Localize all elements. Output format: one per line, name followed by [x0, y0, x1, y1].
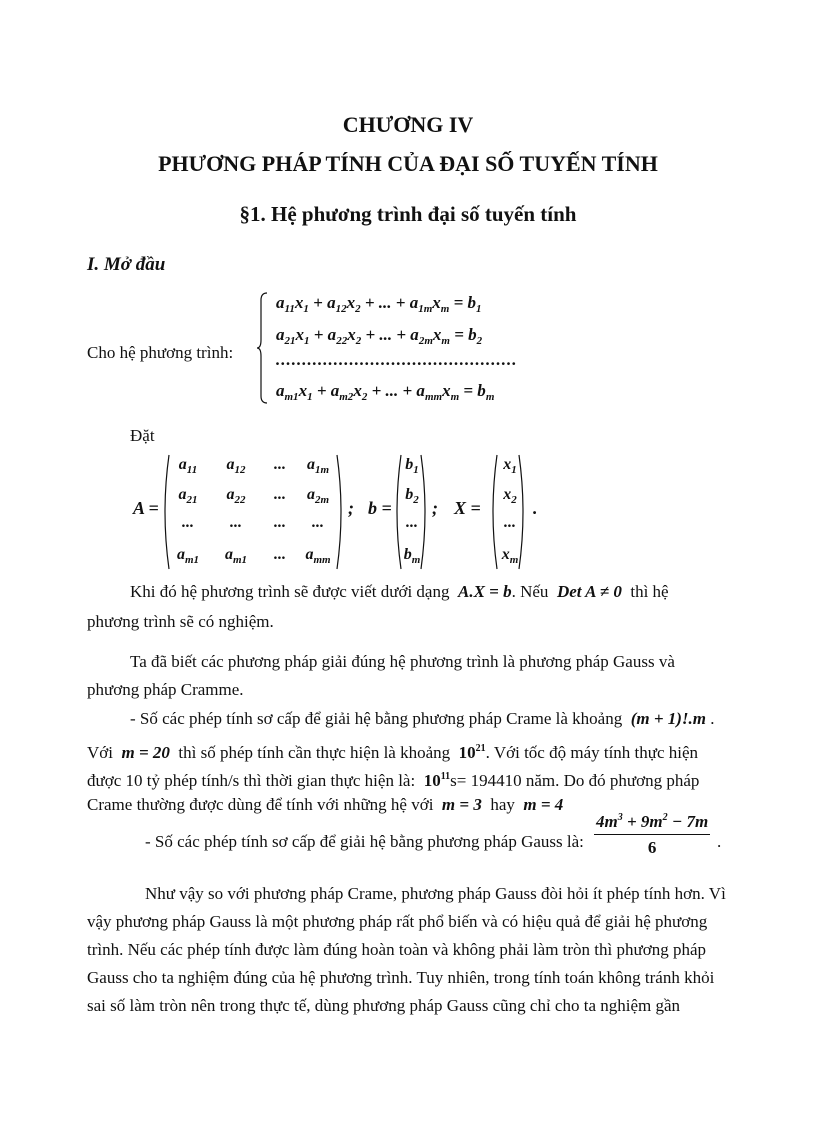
paragraph-3-line-4 — [87, 791, 563, 819]
p3-text-d1: Crame thường được dùng để tính với những hệ với — [87, 795, 434, 814]
formula-det: Det A ≠ 0 — [552, 582, 627, 601]
paragraph-5-line-5: sai số làm tròn nên trong thực tế, dùng phương pháp Gauss cũng chỉ cho ta nghiệm gần — [87, 996, 681, 1015]
formula-end-period: . — [717, 832, 722, 851]
equation-row-2: $a_{21}x_1 + a_{22}x_2$ + ... + $a_{2m}x_m = b_2$ — [276, 325, 483, 347]
vector-b-right-paren — [420, 454, 430, 570]
p1-text-c: thì hệ — [630, 582, 669, 601]
equation-row-m: $a_{m1}x_1 + a_{m2}x_2$ + ... + $a_{mm}x_m = b_m$ — [276, 381, 495, 403]
period: . — [533, 498, 538, 518]
formula-ax-b: A.X = b — [453, 582, 512, 601]
left-brace — [256, 292, 268, 404]
chapter-heading: CHƯƠNG IV — [342, 112, 474, 137]
formula-gauss-count: $\frac{4m^3 + 9m^2 - 7m}{6}$ — [596, 812, 709, 857]
paragraph-1-line-1 — [130, 578, 669, 606]
p3-text-b3: . Với tốc độ máy tính thực hiện — [485, 743, 699, 762]
p3-text-a: - Số các phép tính sơ cấp để giải hệ bằng phương pháp Crame là khoảng — [130, 709, 623, 728]
vector-x-label: X = — [454, 498, 481, 518]
formula-m-3: m = 3 — [437, 795, 487, 814]
dat-label: Đặt — [130, 426, 155, 445]
vector-x: $x_1$ $x_2$ ... $x_m$ — [501, 456, 519, 566]
equation-row-1: $a_{11}x_1 + a_{12}x_2$ + ... + $a_{1m}x_m = b_1$ — [276, 293, 482, 315]
equation-dots: .............................................. — [276, 350, 518, 369]
p3-text-b1: Với — [87, 743, 113, 762]
paragraph-4: - Số các phép tính sơ cấp để giải hệ bằng phương pháp Gauss là: — [145, 832, 584, 851]
formula-10-11: $10^{11}$ — [419, 771, 451, 790]
paragraph-5-line-3: trình. Nếu các phép tính được làm đúng hoàn toàn và không phải làm tròn thì phương pháp — [87, 940, 706, 959]
paragraph-5-line-1: Như vậy so với phương pháp Crame, phương pháp Gauss đòi hỏi ít phép tính hơn. Vì — [145, 884, 726, 903]
p1-text-d: phương trình sẽ có nghiệm. — [87, 612, 274, 631]
formula-m-20: m = 20 — [117, 743, 175, 762]
p3-text-d2: hay — [490, 795, 515, 814]
p3-text-c1: được 10 tỷ phép tính/s thì thời gian thực hiện là: — [87, 771, 416, 790]
vector-x-right-paren — [518, 454, 528, 570]
paragraph-3-line-1: - Số các phép tính sơ cấp để giải hệ bằng phương pháp Crame là khoảng (m + 1)!.m . — [130, 709, 715, 728]
p3-text-c2: s= 194410 năm. Do đó phương pháp — [450, 771, 700, 790]
paragraph-5-line-2: vậy phương pháp Gauss là một phương pháp rất phổ biến và có hiệu quả để giải hệ phương — [87, 912, 708, 931]
section-heading: §1. Hệ phương trình đại số tuyến tính — [239, 202, 577, 226]
p1-text-b: . Nếu — [511, 582, 549, 601]
system-label: Cho hệ phương trình: — [87, 343, 234, 362]
semicolon-1: ; — [348, 498, 354, 518]
formula-crame-count: (m + 1)!.m — [626, 709, 707, 728]
formula-10-21: $10^{21}$ — [454, 743, 486, 762]
vector-b: $b_1$ $b_2$ ... $b_m$ — [403, 456, 421, 566]
paragraph-2-line-2: phương pháp Cramme. — [87, 680, 244, 699]
formula-m-4: m = 4 — [519, 795, 564, 814]
vector-b-label: b = — [368, 498, 392, 518]
paragraph-5-line-4: Gauss cho ta nghiệm đúng của hệ phương trình. Tuy nhiên, trong tính toán không tránh khỏi — [87, 968, 715, 987]
subsection-heading: I. Mở đầu — [87, 254, 166, 275]
matrix-a-label: A = — [133, 498, 159, 518]
chapter-title: PHƯƠNG PHÁP TÍNH CỦA ĐẠI SỐ TUYẾN TÍNH — [158, 151, 658, 176]
p1-text-a: Khi đó hệ phương trình sẽ được viết dưới dạng — [130, 582, 450, 601]
matrix-a: $a_{11}$ $a_{12}$ ... $a_{1m}$ $a_{21}$ $a_{22}$ ... $a_{2m}$ ... ... ... ... $a_{m1}$ $a_{m1}$ ... $a_{mm}$ — [176, 456, 331, 566]
matrix-a-right-paren — [336, 454, 346, 570]
semicolon-2: ; — [432, 498, 438, 518]
paragraph-2-line-1: Ta đã biết các phương pháp giải đúng hệ phương trình là phương pháp Gauss và — [130, 652, 675, 671]
p3-text-b2: thì số phép tính cần thực hiện là khoảng — [178, 743, 451, 762]
